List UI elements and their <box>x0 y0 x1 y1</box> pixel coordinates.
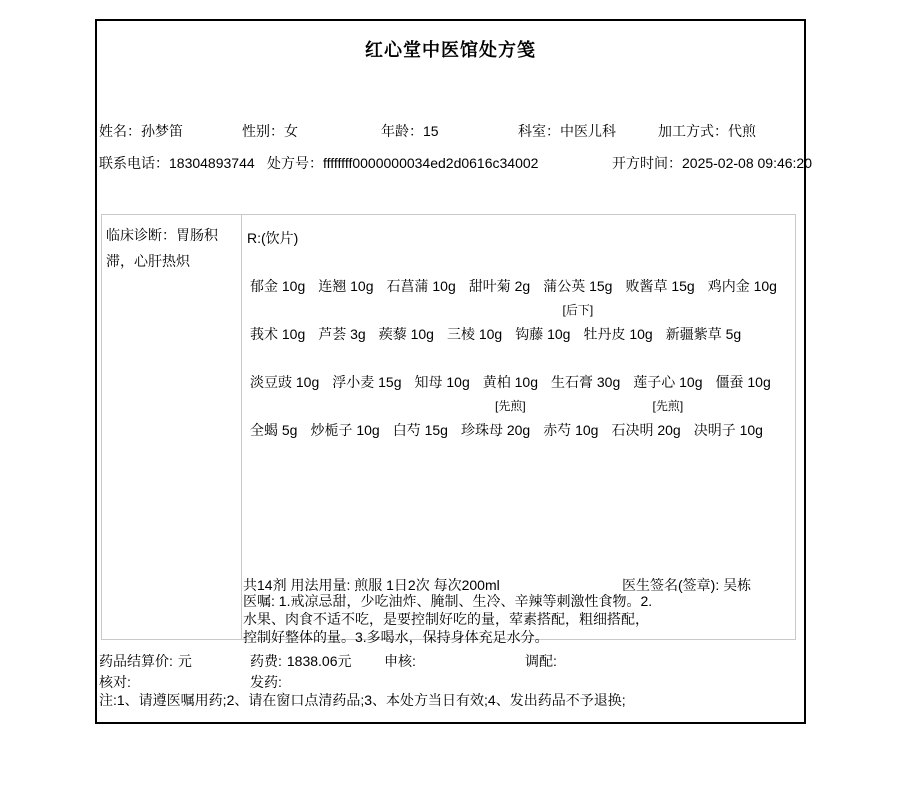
field-value: 中医儿科 <box>560 123 616 139</box>
field-label: 药费: <box>250 653 282 669</box>
advice-line: 控制好整体的量。3.多喝水，保持身体充足水分。 <box>243 629 549 645</box>
herb-name-qty: 石菖蒲 10g <box>386 278 456 294</box>
field-label: 申核: <box>384 653 416 669</box>
field-value: 1838.06元 <box>286 653 352 669</box>
herb-item <box>469 276 530 296</box>
herb-line <box>250 324 777 372</box>
herb-item <box>250 276 305 296</box>
herb-item <box>250 324 305 344</box>
herb-item <box>543 420 598 440</box>
usage-line: 共14剂 用法用量: 煎服 1日2次 每次200ml <box>243 577 500 593</box>
diagnosis-label: 临床诊断： <box>106 227 176 243</box>
herb-name-qty: 钩藤 10g <box>515 326 571 342</box>
herb-name-qty: 三棱 10g <box>446 326 503 342</box>
herb-item <box>633 372 703 413</box>
herb-note: [后下] <box>562 303 594 317</box>
herb-name-qty: 炒栀子 10g <box>310 422 380 438</box>
herb-name-qty: 决明子 10g <box>693 422 763 438</box>
herb-name-qty: 败酱草 15g <box>625 278 695 294</box>
field-value: 元 <box>177 653 192 669</box>
field-value: 女 <box>284 123 298 139</box>
patient-gender-field <box>242 121 298 141</box>
herb-item <box>694 420 763 440</box>
field-value: 孙梦笛 <box>141 123 183 139</box>
herb-item <box>250 420 297 440</box>
dispense-prep-field <box>525 651 562 671</box>
herb-item <box>666 324 741 344</box>
herb-name-qty: 郁金 10g <box>250 278 306 294</box>
field-value: 15 <box>423 123 439 139</box>
herb-item <box>583 324 652 344</box>
page-title: 红心堂中医馆处方笺 <box>365 40 536 60</box>
medicine-fee-field <box>250 651 352 671</box>
field-label: 性别： <box>242 123 284 139</box>
herb-item <box>708 276 777 296</box>
field-label: 药品结算价: <box>99 653 173 669</box>
field-value: ffffffff0000000034ed2d0616c34002 <box>323 155 539 171</box>
settlement-price-field <box>99 651 192 671</box>
herb-item <box>551 372 620 392</box>
herb-name-qty: 全蝎 5g <box>250 422 298 438</box>
rx-header: R:(饮片) <box>247 230 299 246</box>
herb-name-qty: 连翘 10g <box>318 278 374 294</box>
advice-block <box>243 592 652 646</box>
field-label: 年龄： <box>381 123 423 139</box>
department-field <box>518 121 616 141</box>
herb-name-qty: 芦荟 3g <box>318 326 366 342</box>
review-field <box>384 651 421 671</box>
herb-name-qty: 赤芍 10g <box>543 422 599 438</box>
herb-item <box>393 420 448 440</box>
herb-name-qty: 生石膏 30g <box>551 374 621 390</box>
phone-field <box>99 153 255 173</box>
herb-item <box>482 372 538 413</box>
field-label: 姓名： <box>99 123 141 139</box>
herb-name-qty: 僵蚕 10g <box>715 374 771 390</box>
field-value: 18304893744 <box>169 155 255 171</box>
herb-item <box>447 324 502 344</box>
herb-item <box>387 276 456 296</box>
column-divider <box>241 214 242 640</box>
herb-item <box>310 420 379 440</box>
herb-item <box>250 372 319 392</box>
herb-item <box>415 372 470 392</box>
herb-name-qty: 蒲公英 15g <box>543 278 613 294</box>
herb-lines <box>250 276 777 468</box>
herb-item <box>332 372 401 392</box>
herb-name-qty: 新疆紫草 5g <box>665 326 742 342</box>
footer-note: 注:1、请遵医嘱用药;2、请在窗口点清药品;3、本处方当日有效;4、发出药品不予退换; <box>99 692 626 708</box>
diagnosis-value: 胃肠积滞，心肝热炽 <box>106 227 218 269</box>
herb-name-qty: 黄柏 10g <box>482 374 538 390</box>
processing-method-field <box>658 121 756 141</box>
herb-item <box>461 420 530 440</box>
herb-name-qty: 莲子心 10g <box>633 374 703 390</box>
field-label: 联系电话： <box>99 155 169 171</box>
herb-name-qty: 莪术 10g <box>250 326 306 342</box>
herb-name-qty: 知母 10g <box>414 374 470 390</box>
herb-item <box>543 276 613 317</box>
herb-item <box>379 324 434 344</box>
herb-item <box>625 276 694 296</box>
prescription-time-field <box>612 153 812 173</box>
herb-name-qty: 牡丹皮 10g <box>583 326 653 342</box>
doctor-signature: 医生签名(签章): 吴栋 <box>622 577 752 593</box>
field-label: 加工方式： <box>658 123 728 139</box>
advice-line: 医嘱: 1.戒凉忌甜，少吃油炸、腌制、生冷、辛辣等刺激性食物。2. <box>243 593 653 609</box>
field-label: 处方号： <box>267 155 323 171</box>
field-label: 核对: <box>99 674 131 690</box>
herb-name-qty: 浮小麦 15g <box>332 374 402 390</box>
field-value: 代煎 <box>728 123 756 139</box>
herb-line <box>250 420 777 468</box>
field-value: 2025-02-08 09:46:20 <box>682 155 812 171</box>
field-label: 科室： <box>518 123 560 139</box>
herb-name-qty: 甜叶菊 2g <box>468 278 531 294</box>
prescription-number-field <box>267 153 538 173</box>
check-field <box>99 672 136 692</box>
herb-name-qty: 淡豆豉 10g <box>250 374 320 390</box>
herb-line <box>250 372 777 420</box>
field-label: 调配: <box>525 653 557 669</box>
dispense-field <box>250 672 287 692</box>
herb-item <box>611 420 680 440</box>
herb-note: [先煎] <box>495 399 526 413</box>
herb-item <box>716 372 771 392</box>
herb-name-qty: 蒺藜 10g <box>378 326 434 342</box>
herb-name-qty: 白芍 15g <box>392 422 448 438</box>
clinical-diagnosis <box>106 222 230 274</box>
field-label: 开方时间： <box>612 155 682 171</box>
herb-item <box>318 276 373 296</box>
herb-name-qty: 石决明 20g <box>611 422 681 438</box>
herb-name-qty: 鸡内金 10g <box>707 278 777 294</box>
patient-age-field <box>381 121 439 141</box>
herb-line <box>250 276 777 324</box>
field-label: 发药: <box>250 674 282 690</box>
patient-name-field <box>99 121 183 141</box>
herb-name-qty: 珍珠母 20g <box>460 422 531 438</box>
herb-item <box>318 324 365 344</box>
herb-item <box>515 324 570 344</box>
herb-note: [先煎] <box>652 399 684 413</box>
advice-line: 水果、肉食不适不吃，是要控制好吃的量，荤素搭配，粗细搭配， <box>243 611 649 627</box>
